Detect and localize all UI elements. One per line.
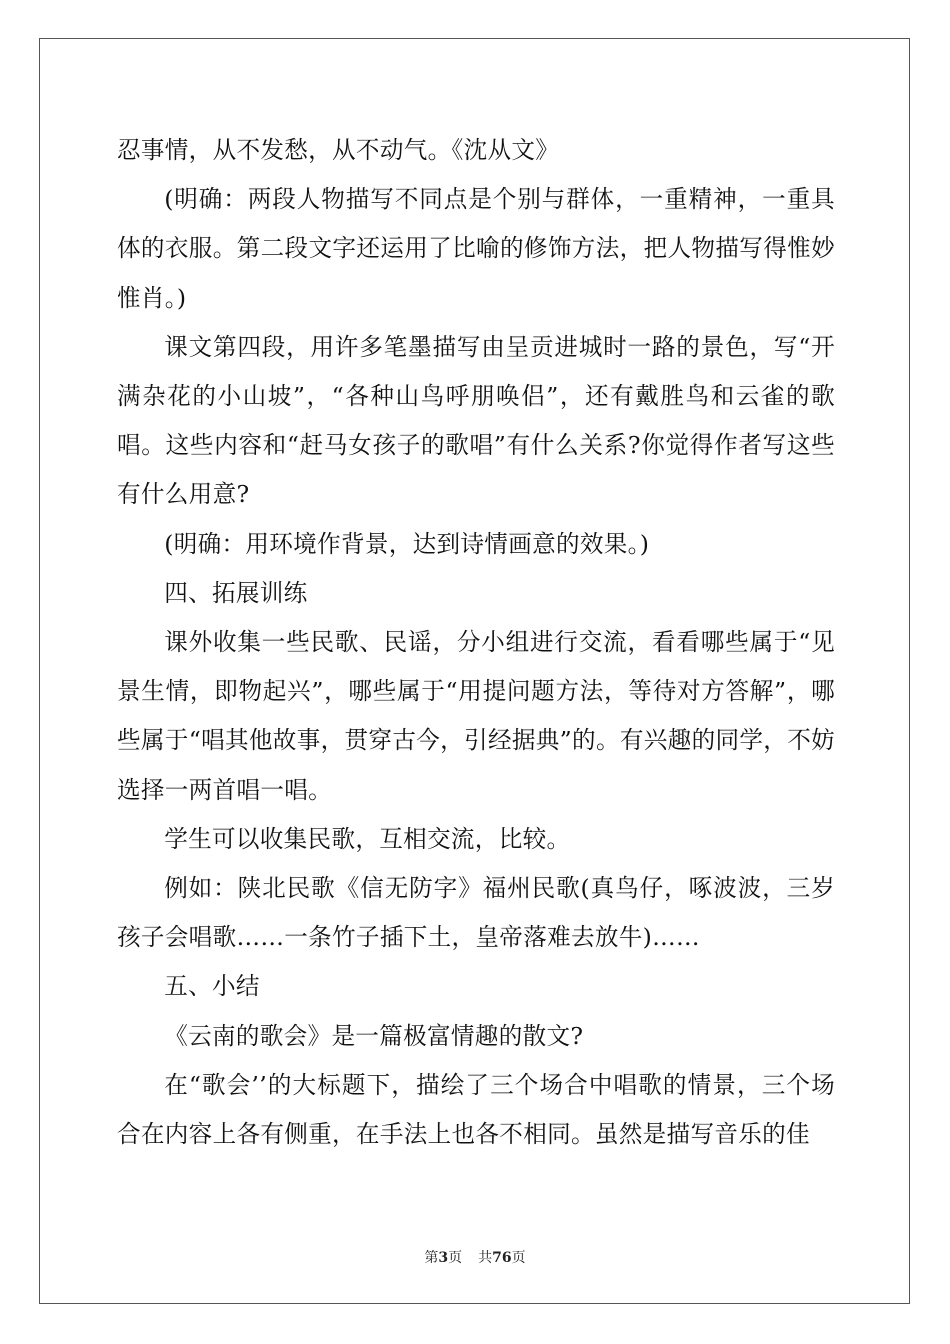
paragraph: 例如：陕北民歌《信无防字》福州民歌(真鸟仔，啄波波，三岁孩子会唱歌……一条竹子插下土，皇帝落难去放牛)…… bbox=[117, 874, 835, 952]
paragraph: 学生可以收集民歌，互相交流，比较。 bbox=[164, 824, 571, 853]
current-page-number: 3 bbox=[438, 1250, 449, 1266]
page-suffix: 页 bbox=[448, 1250, 463, 1266]
total-page-count: 76 bbox=[492, 1250, 512, 1266]
paragraph: 课外收集一些民歌、民谣，分小组进行交流，看看哪些属于“见景生情，即物起兴”，哪些属于“用提问题方法，等待对方答解”，哪些属于“唱其他故事，贯穿古今，引经据典”的。有兴趣的同学，不妨选择一两首唱一唱。 bbox=[117, 628, 835, 804]
paragraph: 忍事情，从不发愁，从不动气。《沈从文》 bbox=[117, 136, 560, 164]
document-body bbox=[117, 126, 835, 1159]
total-suffix: 页 bbox=[511, 1250, 526, 1266]
paragraph: 在“歌会’’的大标题下，描绘了三个场合中唱歌的情景，三个场合在内容上各有侧重，在手法上也各不相同。虽然是描写音乐的佳 bbox=[117, 1070, 835, 1149]
paragraph: 课文第四段，用许多笔墨描写由呈贡进城时一路的景色，写“开满杂花的小山坡”，“各种山鸟呼朋唤侣”，还有戴胜鸟和云雀的歌唱。这些内容和“赶马女孩子的歌唱”有什么关系?你觉得作者写这些有什么用意? bbox=[117, 332, 835, 509]
section-heading: 五、小结 bbox=[164, 972, 260, 1001]
paragraph: (明确：用环境作背景，达到诗情画意的效果。) bbox=[164, 529, 650, 558]
total-prefix: 共 bbox=[478, 1250, 493, 1266]
page-footer bbox=[0, 1247, 950, 1267]
paragraph: (明确：两段人物描写不同点是个别与群体，一重精神，一重具体的衣服。第二段文字还运用了比喻的修饰方法，把人物描写得惟妙惟肖。) bbox=[117, 185, 835, 312]
paragraph: 《云南的歌会》是一篇极富情趣的散文? bbox=[164, 1021, 584, 1050]
section-heading: 四、拓展训练 bbox=[164, 578, 308, 607]
page-prefix: 第 bbox=[424, 1250, 439, 1266]
